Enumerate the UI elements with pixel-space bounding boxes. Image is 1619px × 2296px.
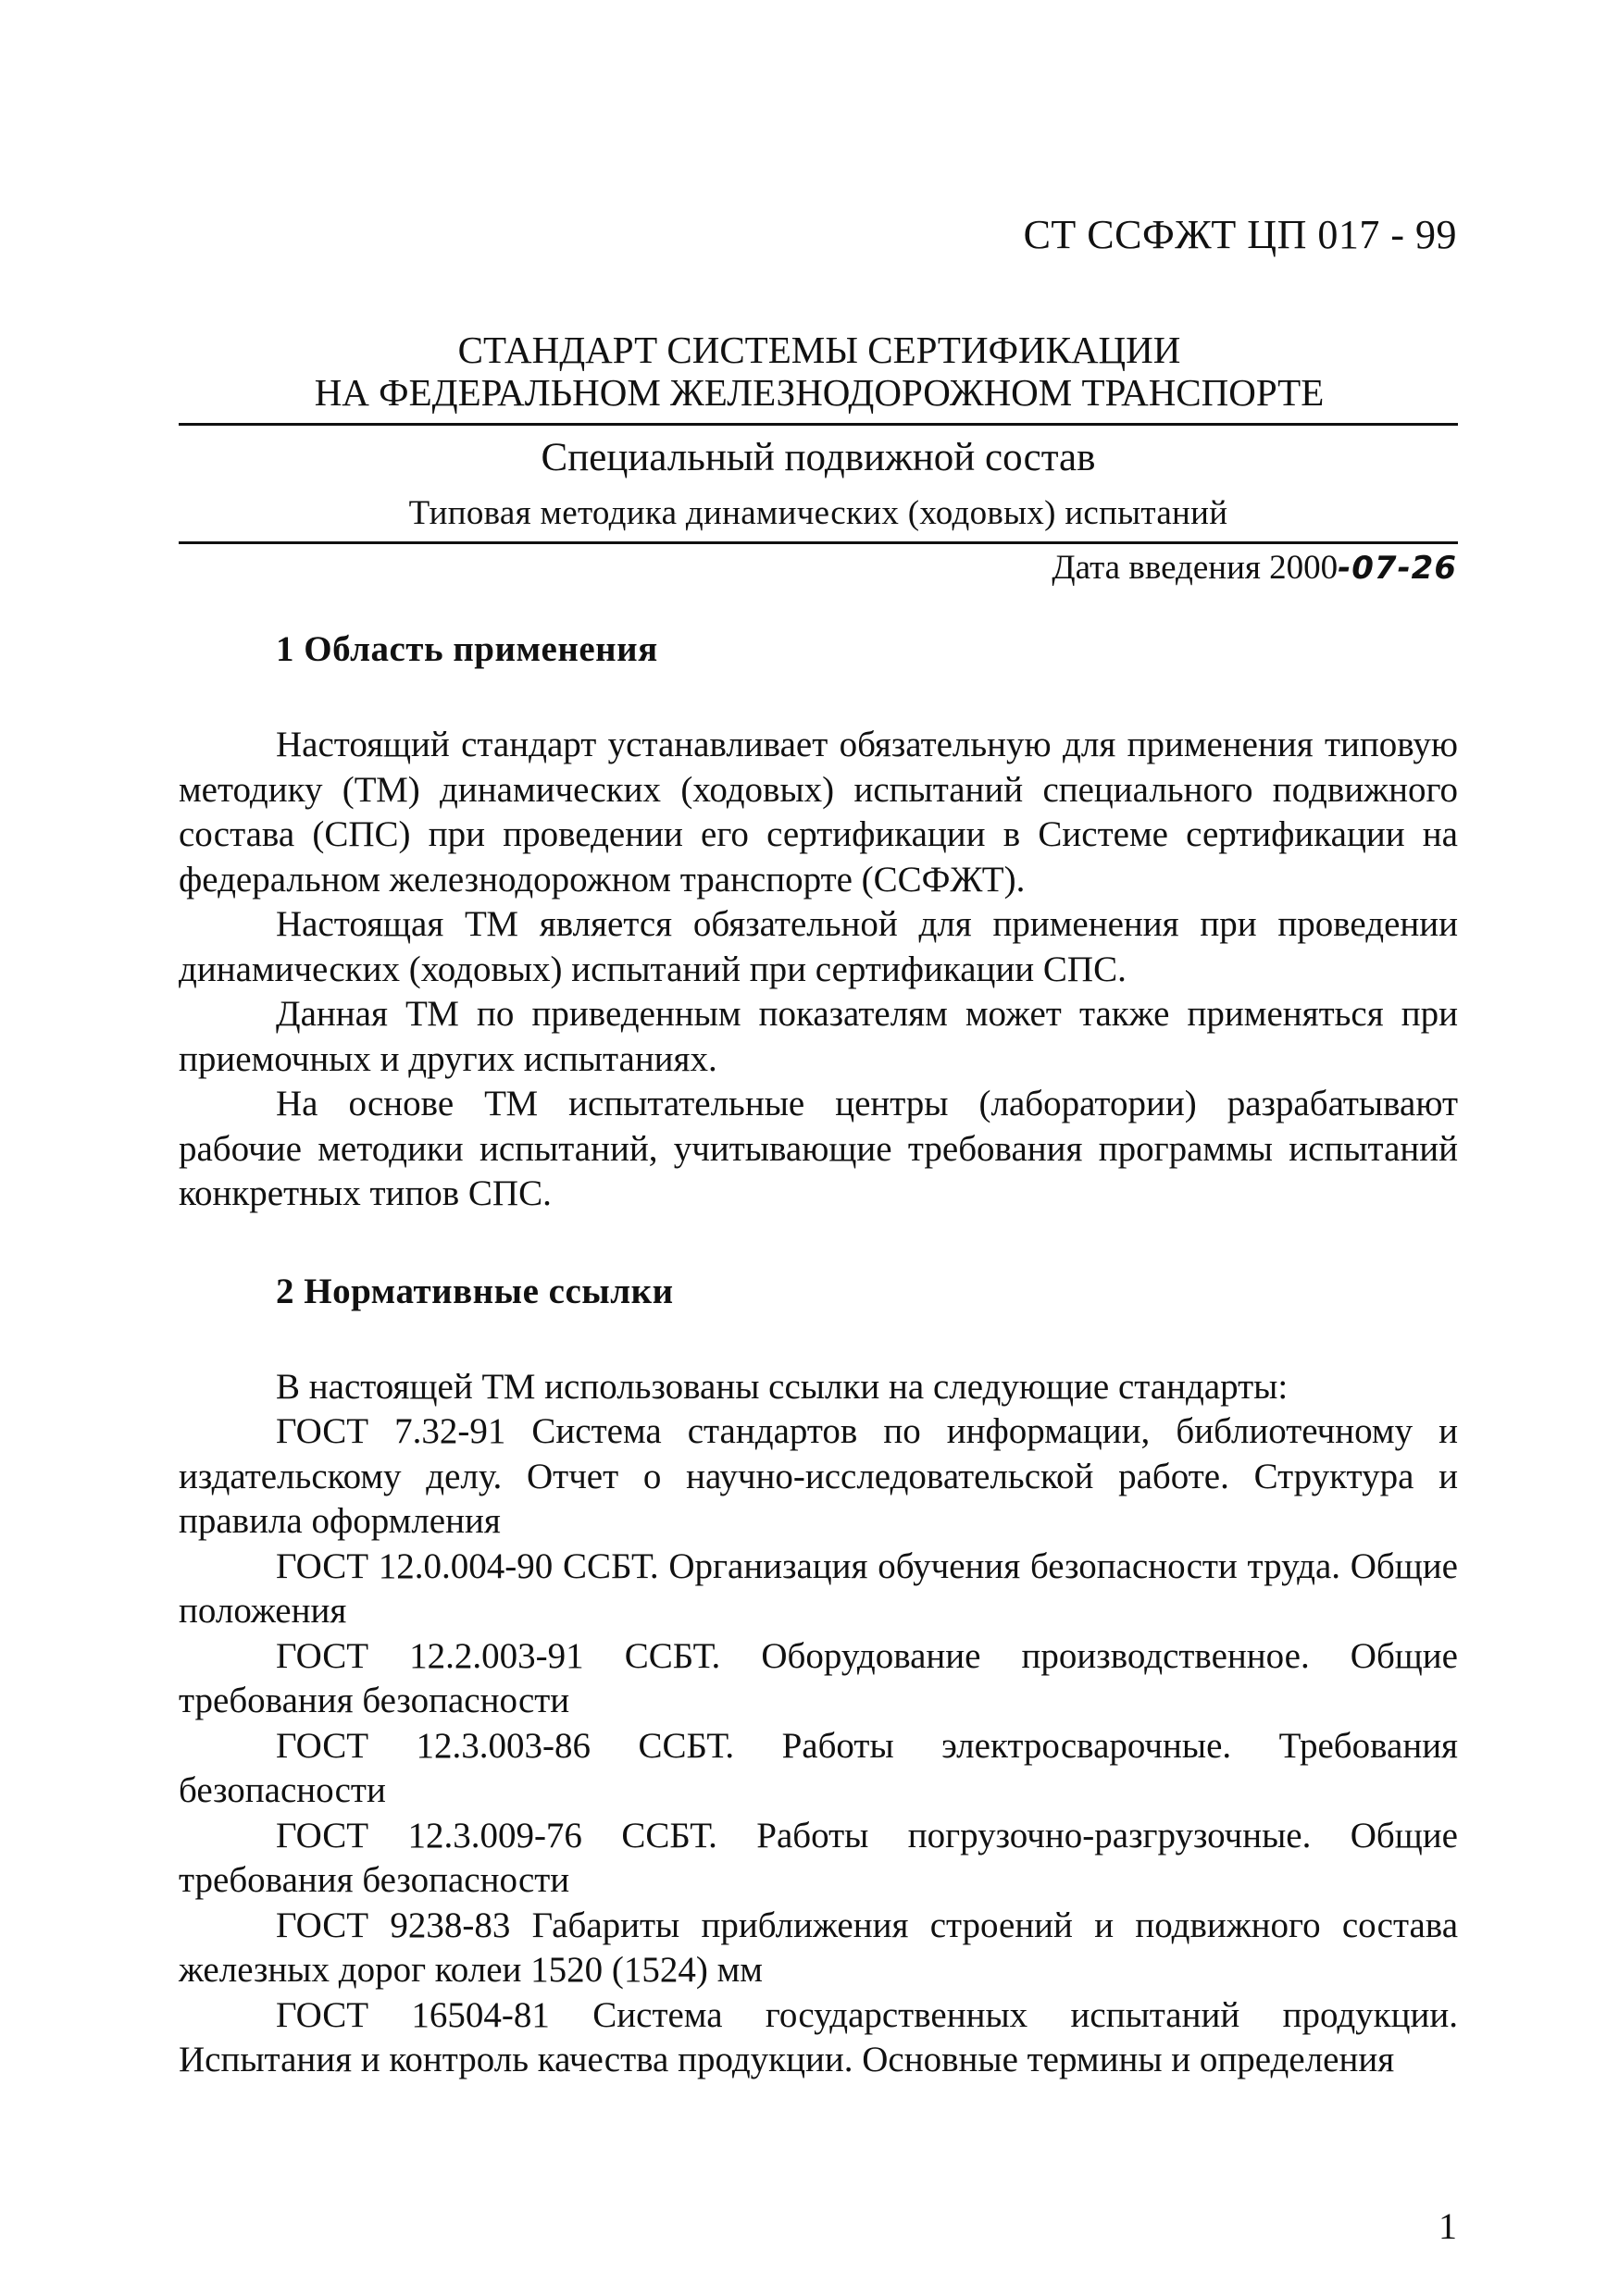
document-body — [179, 627, 1458, 2083]
section-1-paragraph: Настоящая ТМ является обязательной для применения при проведении динамических (ходовых) испытаний при сертификации СПС. — [179, 904, 1458, 989]
introduction-date-label: Дата введения 2000 — [1052, 549, 1339, 587]
reference-item: ГОСТ 16504-81 Система государственных испытаний продукции. Испытания и контроль качества продукции. Основные термины и определения — [179, 1994, 1458, 2079]
reference-item: ГОСТ 12.0.004-90 ССБТ. Организация обучения безопасности труда. Общие положения — [179, 1545, 1458, 1631]
section-2-heading: 2 Нормативные ссылки — [276, 1271, 674, 1311]
section-1-paragraph: На основе ТМ испытательные центры (лаборатории) разрабатывают рабочие методики испытаний, учитывающие требования программы испытаний конкретных типов СПС. — [179, 1084, 1458, 1213]
page-number: 1 — [1438, 2205, 1457, 2247]
reference-item: ГОСТ 12.3.009-76 ССБТ. Работы погрузочно-разгрузочные. Общие требования безопасности — [179, 1815, 1458, 1900]
introduction-date — [1052, 548, 1457, 588]
section-1-heading: 1 Область применения — [276, 629, 658, 669]
title-line-2: НА ФЕДЕРАЛЬНОМ ЖЕЛЕЗНОДОРОЖНОМ ТРАНСПОРТЕ — [314, 371, 1325, 414]
title-line-1: СТАНДАРТ СИСТЕМЫ СЕРТИФИКАЦИИ — [457, 329, 1181, 371]
document-subtitle: Специальный подвижной состав — [541, 436, 1096, 479]
reference-item: ГОСТ 9238-83 Габариты приближения строений и подвижного состава железных дорог колеи 1520 (1524) мм — [179, 1905, 1458, 1990]
document-subsubtitle: Типовая методика динамических (ходовых) испытаний — [408, 494, 1228, 532]
section-1-paragraph: Данная ТМ по приведенным показателям может также применяться при приемочных и других испытаниях. — [179, 994, 1458, 1079]
standard-title — [181, 329, 1458, 414]
document-code: СТ ССФЖТ ЦП 017 - 99 — [1023, 212, 1457, 257]
reference-item: ГОСТ 12.2.003-91 ССБТ. Оборудование производственное. Общие требования безопасности — [179, 1635, 1458, 1720]
title-divider-top — [179, 423, 1458, 426]
section-1-paragraph: Настоящий стандарт устанавливает обязательную для применения типовую методику (ТМ) динамических (ходовых) испытаний специального подвижного состава (СПС) при проведении его сертификации в Системе сертификации на федеральном железнодорожном транспорте (ССФЖТ). — [179, 725, 1458, 900]
section-2-paragraph: В настоящей ТМ использованы ссылки на следующие стандарты: — [276, 1366, 1289, 1407]
handwritten-date: -07-26 — [1338, 550, 1457, 587]
reference-item: ГОСТ 7.32-91 Система стандартов по информации, библиотечному и издательскому делу. Отчет о научно-исследовательской работе. Структура и правила оформления — [179, 1411, 1458, 1541]
reference-item: ГОСТ 12.3.003-86 ССБТ. Работы электросварочные. Требования безопасности — [179, 1725, 1458, 1810]
title-divider-bottom — [179, 541, 1458, 544]
